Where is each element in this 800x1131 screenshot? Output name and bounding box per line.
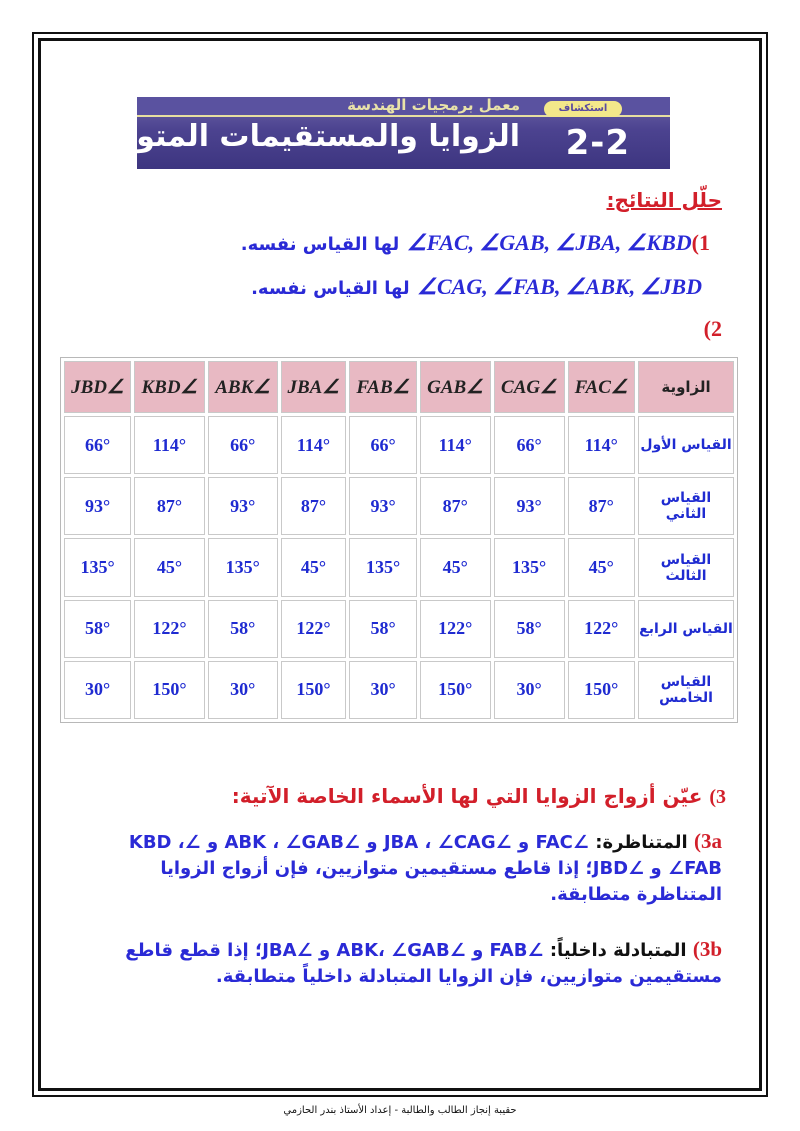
table-cell: 87° [134,477,205,535]
table-header-cell: ∠CAG [494,361,565,413]
item-1-text: لها القياس نفسه. [240,234,400,255]
lesson-number: 2-2 [565,123,630,163]
row-label: القياس الخامس [638,661,734,719]
item-2 [704,316,722,342]
table-row [64,600,734,658]
item-1-number: 1) [691,230,710,255]
item-3a-text: ∠FAC و ∠JBA ، ∠CAG و ∠ABK ، ∠GAB و ∠KBD ، ∠FAB و ∠JBD؛ إذا قاطع مستقيمين متوازيين، فإن أزواج الزوايا المتناظرة متطابقة. [128,832,722,905]
table-cell: 30° [64,661,131,719]
table-cell: 66° [349,416,416,474]
table-cell: 66° [64,416,131,474]
table-header-cell: ∠JBA [281,361,347,413]
row-label: القياس الأول [638,416,734,474]
table-cell: 114° [134,416,205,474]
table-cell: 114° [568,416,635,474]
table-cell: 58° [494,600,565,658]
table-cell: 45° [568,538,635,596]
table-header-cell: ∠ABK [208,361,278,413]
page-footer: حقيبة إنجاز الطالب والطالبة - إعداد الأستاذ بندر الحازمي [283,1105,517,1116]
table-cell: 66° [494,416,565,474]
table-cell: 93° [494,477,565,535]
table-cell: 45° [281,538,347,596]
item-3a-label: المتناظرة: [595,832,688,853]
item-1-angles: ∠FAC, ∠GAB, ∠JBA, ∠KBD [406,230,692,255]
table-cell: 122° [568,600,635,658]
table-cell: 45° [420,538,491,596]
table-header-cell: ∠KBD [134,361,205,413]
angle-measures-table [60,357,738,723]
table-header-cell: ∠FAB [349,361,416,413]
table-row [64,661,734,719]
item-3b-label: المتبادلة داخلياً: [549,940,687,961]
item-2-number: 2) [703,316,722,341]
table-cell: 87° [420,477,491,535]
table-cell: 150° [420,661,491,719]
item-1b-text: لها القياس نفسه. [251,278,410,299]
table-cell: 30° [494,661,565,719]
item-3a-number: 3a) [694,829,722,853]
banner-tag: استكشاف [544,101,622,117]
table-cell: 114° [420,416,491,474]
row-label: القياس الثالث [638,538,734,596]
item-1b-angles: ∠CAG, ∠FAB, ∠ABK, ∠JBD [417,274,702,299]
table-header-cell: ∠JBD [64,361,131,413]
table-row [64,538,734,596]
table-cell: 135° [64,538,131,596]
table-cell: 58° [349,600,416,658]
table-cell: 135° [494,538,565,596]
table-header-label: الزاوية [638,361,734,413]
table-cell: 135° [208,538,278,596]
table-cell: 150° [568,661,635,719]
table-cell: 135° [349,538,416,596]
item-3-text: عيّن أزواج الزوايا التي لها الأسماء الخاصة الآتية: [231,784,703,808]
item-1b [251,274,702,300]
table-cell: 87° [568,477,635,535]
table-cell: 30° [208,661,278,719]
table-header-cell: ∠FAC [568,361,635,413]
table-cell: 122° [134,600,205,658]
table-row [64,477,734,535]
row-label: القياس الثاني [638,477,734,535]
item-3a [72,828,722,908]
table-cell: 45° [134,538,205,596]
item-3b-number: 3b) [692,937,722,961]
table-cell: 93° [349,477,416,535]
table-cell: 150° [134,661,205,719]
table-cell: 58° [208,600,278,658]
lesson-banner [79,96,670,169]
item-3 [232,784,726,809]
section-heading: حلّل النتائج: [606,188,722,212]
item-3-number: 3) [709,786,726,808]
lesson-title: الزوايا والمستقيمات المتوازية [79,119,520,154]
table-row [64,416,734,474]
table-cell: 93° [208,477,278,535]
table-cell: 87° [281,477,347,535]
table-cell: 122° [420,600,491,658]
table-cell: 30° [349,661,416,719]
table-header-cell: ∠GAB [420,361,491,413]
table-cell: 58° [64,600,131,658]
item-3b [72,936,722,990]
item-1 [241,230,710,256]
item-3b-text: ∠FAB و ∠ABK، ∠GAB و ∠JBA؛ إذا قطع قاطع مستقيمين متوازيين، فإن الزوايا المتبادلة داخلياً متطابقة. [125,940,722,987]
table-header-row [64,361,734,413]
table-cell: 122° [281,600,347,658]
table-cell: 93° [64,477,131,535]
banner-subtitle: معمل برمجيات الهندسة [347,96,520,114]
table-cell: 150° [281,661,347,719]
row-label: القياس الرابع [638,600,734,658]
table-cell: 66° [208,416,278,474]
table-cell: 114° [281,416,347,474]
